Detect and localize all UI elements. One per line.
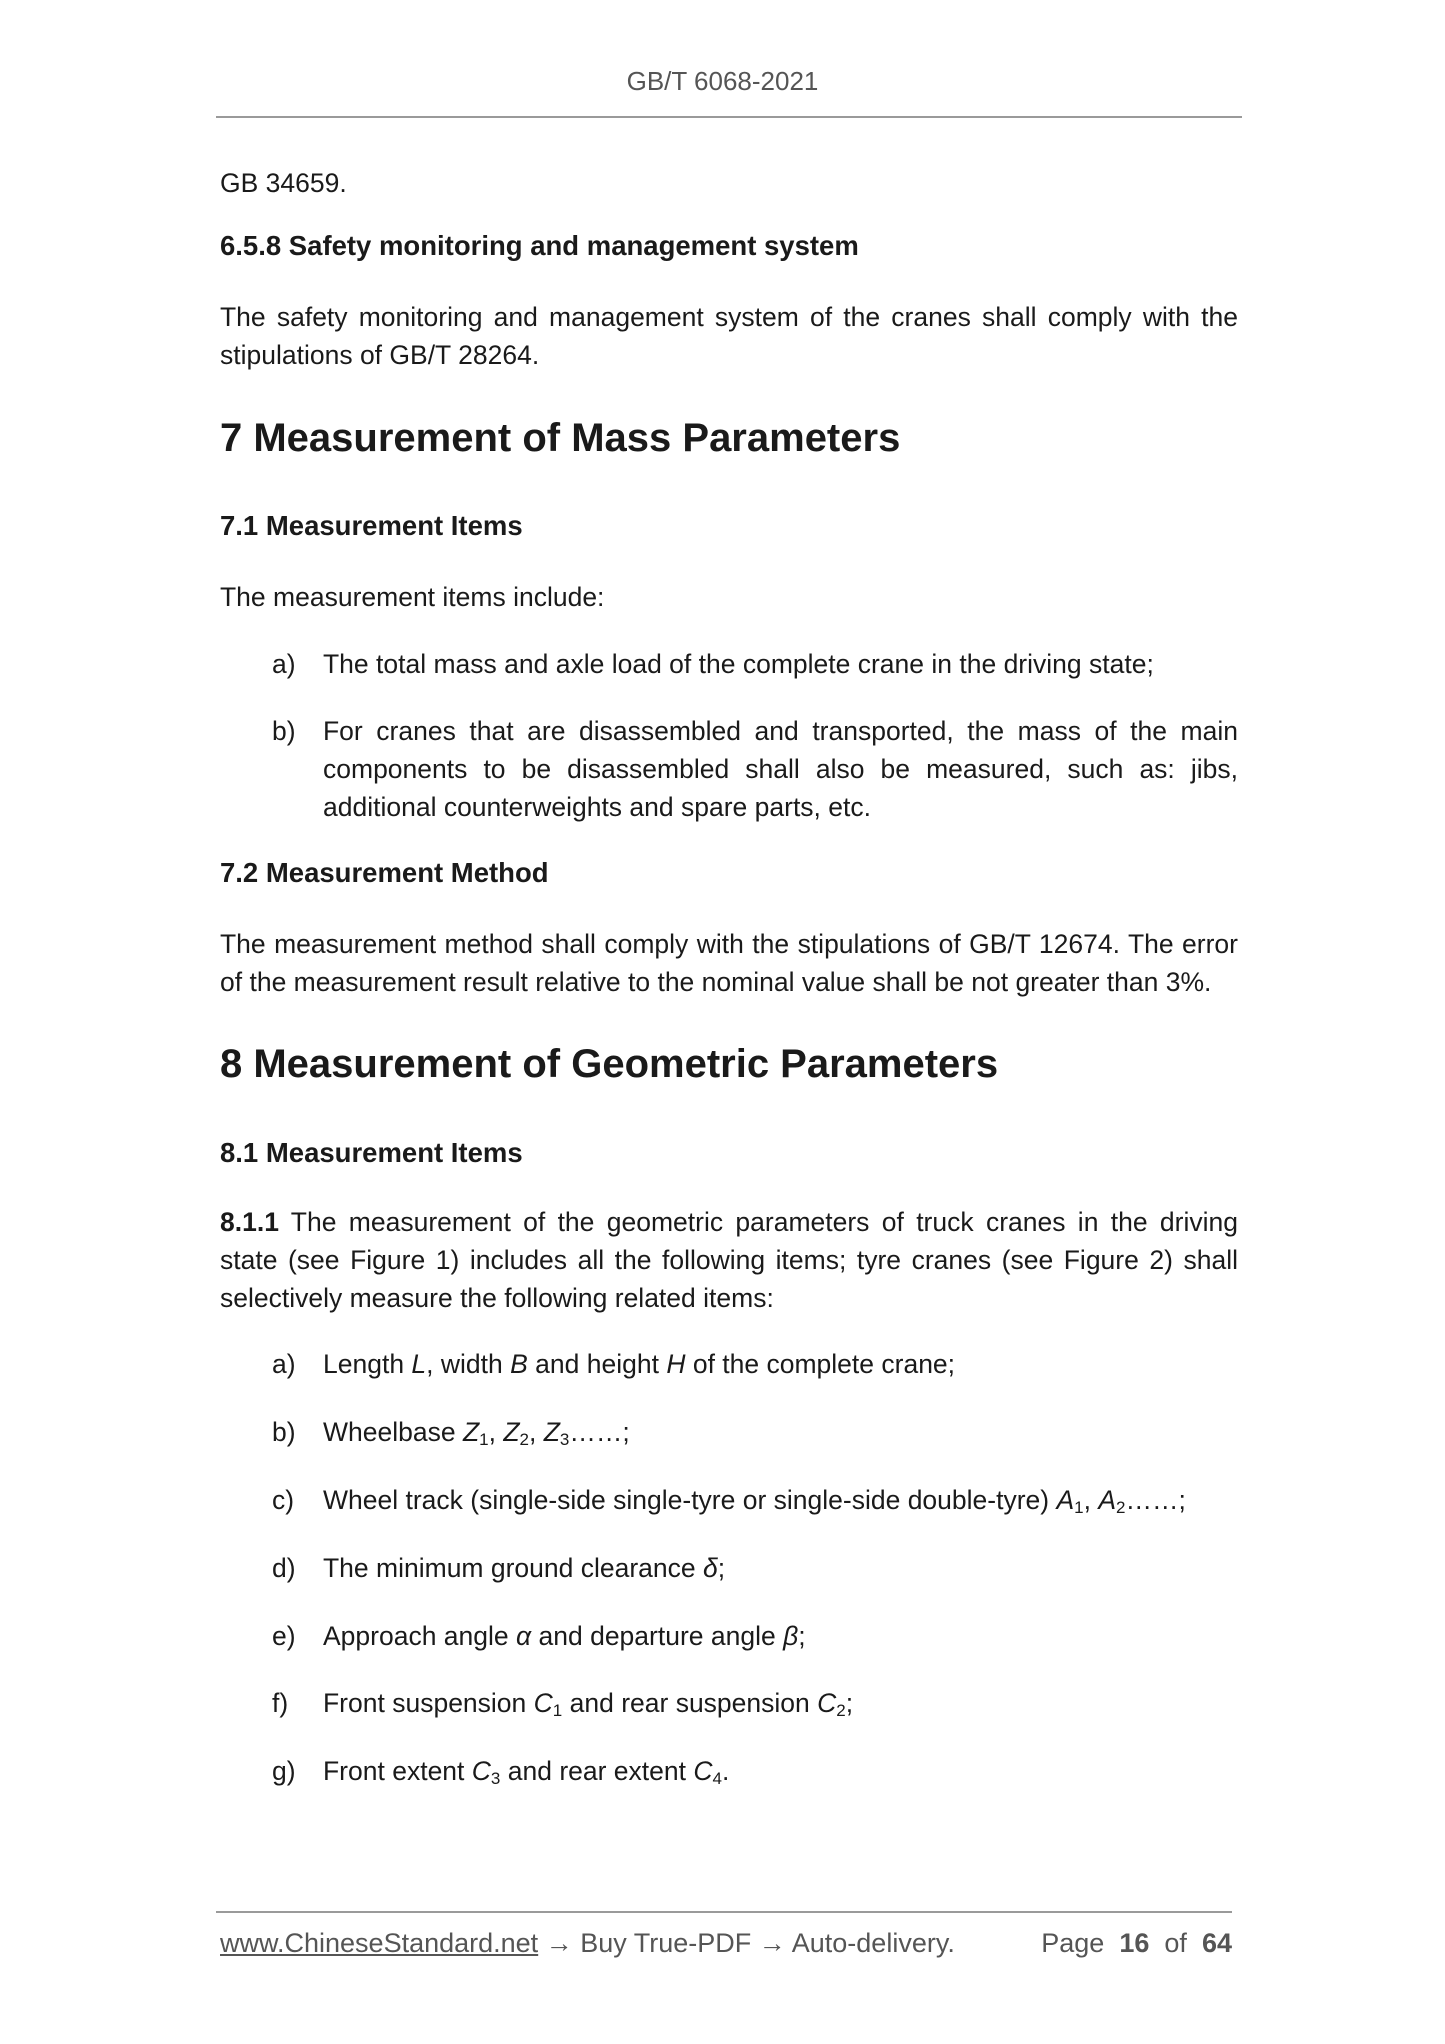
footer-auto-text: Auto-delivery. <box>785 1928 955 1958</box>
section-heading-7-1: 7.1 Measurement Items <box>220 510 523 541</box>
list-marker: b) <box>272 716 296 746</box>
header-divider <box>216 116 1242 118</box>
list-item-text: The minimum ground clearance δ; <box>323 1553 726 1583</box>
section-heading-8: 8 Measurement of Geometric Parameters <box>220 1042 999 1086</box>
site-link[interactable]: www.ChineseStandard.net <box>220 1928 539 1958</box>
list-marker: a) <box>272 649 296 679</box>
list-marker: a) <box>272 1349 296 1379</box>
list-item-text: Length L, width B and height H of the complete crane; <box>323 1349 956 1379</box>
list-item <box>272 645 1238 683</box>
list-marker: d) <box>272 1553 296 1583</box>
list-item-text: Front suspension $C_1$ and rear suspension $C_2$; <box>323 1688 854 1720</box>
list-marker: e) <box>272 1621 296 1651</box>
list-item <box>272 1549 1238 1587</box>
list-item-text: For cranes that are disassembled and transported, the mass of the main components to be disassembled shall also be measured, such as: jibs, additional counterweights and spare parts, etc. <box>323 716 1238 822</box>
list-item <box>272 1481 1238 1519</box>
list-marker: g) <box>272 1756 296 1786</box>
section-heading-7-2: 7.2 Measurement Method <box>220 857 549 888</box>
list-item <box>272 1752 1238 1790</box>
paragraph <box>220 1203 1238 1317</box>
paragraph: The measurement items include: <box>220 582 605 612</box>
page-total: 64 <box>1201 1928 1232 1958</box>
footer-promo <box>220 1928 955 1959</box>
clause-number: 8.1.1 <box>220 1207 279 1237</box>
page-header-title: GB/T 6068-2021 <box>626 66 819 96</box>
list-item <box>272 1345 1238 1383</box>
list-item <box>272 1413 1238 1451</box>
page-counter: Page 16 of 64 <box>1041 1928 1232 1958</box>
clause-text: The measurement of the geometric parameters of truck cranes in the driving state (see Figure 1) includes all the following items; tyre cranes (see Figure 2) shall selectively measure the following related items: <box>220 1207 1238 1313</box>
footer-divider <box>216 1911 1232 1913</box>
arrow-right-icon: → <box>758 1928 786 1958</box>
list-item-text: Wheelbase $Z_1$, $Z_2$, $Z_3\dots\dots$; <box>323 1417 630 1449</box>
page-number: 16 <box>1119 1928 1150 1958</box>
list-marker: f) <box>272 1688 289 1718</box>
paragraph: The measurement method shall comply with the stipulations of GB/T 12674. The error of the measurement result relative to the nominal value shall be not greater than 3%. <box>220 929 1238 997</box>
footer-buy-text: Buy True-PDF <box>572 1928 759 1958</box>
list-item-text: Approach angle α and departure angle β; <box>323 1621 806 1651</box>
paragraph: The safety monitoring and management system of the cranes shall comply with the stipulations of GB/T 28264. <box>220 302 1238 370</box>
section-heading-8-1: 8.1 Measurement Items <box>220 1137 523 1168</box>
list-item-text: Front extent $C_3$ and rear extent $C_4$. <box>323 1756 730 1788</box>
arrow-right-icon: → <box>545 1928 573 1958</box>
section-heading-7: 7 Measurement of Mass Parameters <box>220 416 901 460</box>
paragraph: GB 34659. <box>220 168 347 198</box>
section-heading-6-5-8: 6.5.8 Safety monitoring and management system <box>220 230 859 261</box>
list-item <box>272 712 1238 826</box>
list-item-text: Wheel track (single-side single-tyre or single-side double-tyre) $A_1$, $A_2\dots\dots$; <box>323 1485 1186 1517</box>
list-item-text: The total mass and axle load of the complete crane in the driving state; <box>323 649 1154 679</box>
list-marker: c) <box>272 1485 295 1515</box>
list-item <box>272 1684 1238 1722</box>
list-marker: b) <box>272 1417 296 1447</box>
list-item <box>272 1617 1238 1655</box>
